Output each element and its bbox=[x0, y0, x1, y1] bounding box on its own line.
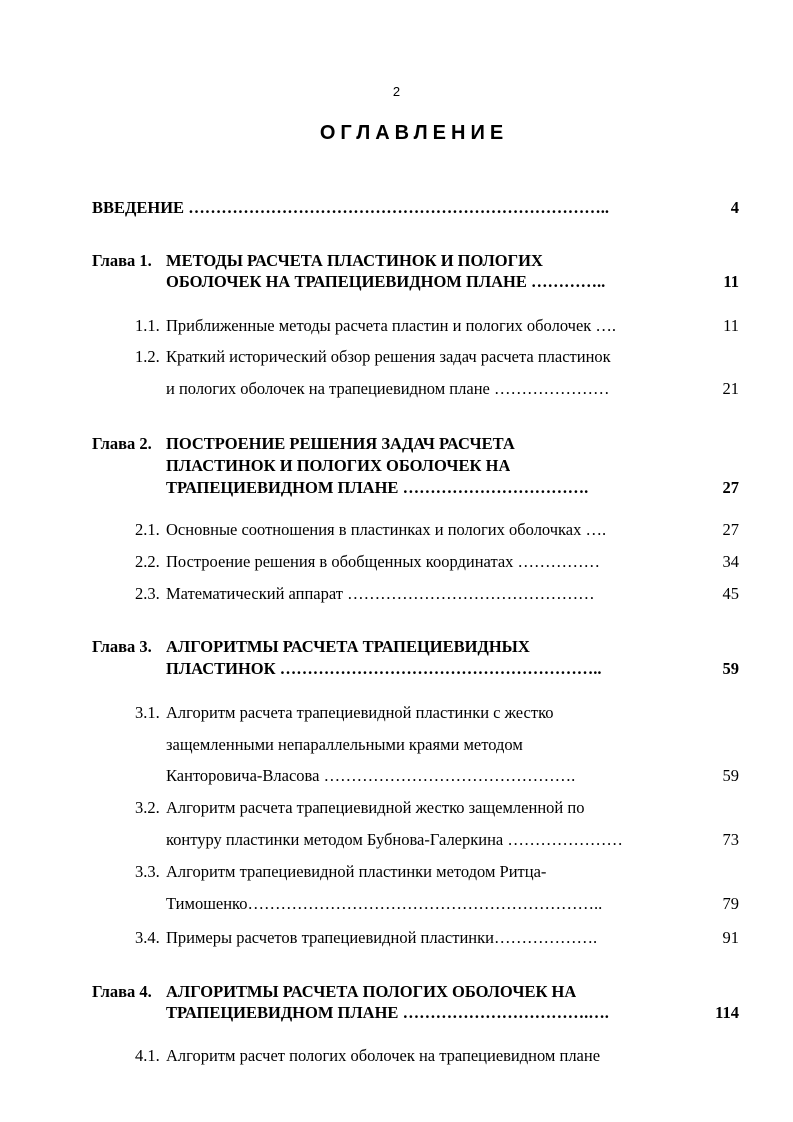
toc-page-number: 59 bbox=[722, 766, 739, 785]
toc-page-number: 27 bbox=[722, 478, 739, 497]
chapter-title-line: АЛГОРИТМЫ РАСЧЕТА ПОЛОГИХ ОБОЛОЧЕК НА bbox=[166, 982, 577, 1001]
chapter-title-line: АЛГОРИТМЫ РАСЧЕТА ТРАПЕЦИЕВИДНЫХ bbox=[166, 637, 530, 656]
toc-page-number: 91 bbox=[722, 928, 739, 947]
section-title-line: Алгоритм расчета трапециевидной пластинки с жестко bbox=[166, 703, 554, 722]
section-number: 3.2. bbox=[135, 798, 160, 817]
toc-leader-dots: ………………………………………………………………….. bbox=[188, 198, 609, 217]
toc-page-number: 34 bbox=[722, 552, 739, 571]
page-number: 2 bbox=[392, 84, 401, 99]
chapter-title-line: ТРАПЕЦИЕВИДНОМ ПЛАНЕ ……………………………. bbox=[166, 478, 589, 497]
section-title-line: Построение решения в обобщенных координатах …………… bbox=[166, 552, 601, 571]
section-title-line: Математический аппарат ……………………………………… bbox=[166, 584, 595, 603]
section-number: 4.1. bbox=[135, 1046, 160, 1065]
section-title-line: защемленными непараллельными краями методом bbox=[166, 735, 523, 754]
toc-page-number: 45 bbox=[722, 584, 739, 603]
toc-leader-dots: …………………………….…. bbox=[402, 1003, 609, 1022]
chapter-title-line: ТРАПЕЦИЕВИДНОМ ПЛАНЕ …………………………….…. bbox=[166, 1003, 609, 1022]
section-number: 2.2. bbox=[135, 552, 160, 571]
section-title-line: Канторовича-Власова ………………………………………. bbox=[166, 766, 576, 785]
chapter-title-line: ПОСТРОЕНИЕ РЕШЕНИЯ ЗАДАЧ РАСЧЕТА bbox=[166, 434, 515, 453]
toc-leader-dots: ………………………………………………….. bbox=[279, 659, 602, 678]
section-title-line: Алгоритм расчета трапециевидной жестко защемленной по bbox=[166, 798, 585, 817]
page-title: ОГЛАВЛЕНИЕ bbox=[319, 122, 509, 144]
toc-page-number: 21 bbox=[722, 379, 739, 398]
toc-leader-dots: ………….. bbox=[531, 272, 606, 291]
chapter-title-line: ОБОЛОЧЕК НА ТРАПЕЦИЕВИДНОМ ПЛАНЕ ………….. bbox=[166, 272, 606, 291]
chapter-title-line: МЕТОДЫ РАСЧЕТА ПЛАСТИНОК И ПОЛОГИХ bbox=[166, 251, 543, 270]
section-number: 2.3. bbox=[135, 584, 160, 603]
section-title-line: Алгоритм расчет пологих оболочек на трапециевидном плане bbox=[166, 1046, 601, 1065]
section-number: 3.3. bbox=[135, 862, 160, 881]
toc-intro-line bbox=[92, 198, 692, 218]
section-title-line: контуру пластинки методом Бубнова-Галеркина ………………… bbox=[166, 830, 623, 849]
toc-intro-text: ВВЕДЕНИЕ bbox=[92, 198, 185, 217]
toc-page-number: 59 bbox=[722, 659, 739, 678]
chapter-title-line: ПЛАСТИНОК ………………………………………………….. bbox=[166, 659, 602, 678]
section-title-line: и пологих оболочек на трапециевидном плане ………………… bbox=[166, 379, 610, 398]
section-number: 3.4. bbox=[135, 928, 160, 947]
toc-page-number: 79 bbox=[722, 894, 739, 913]
section-title-line: Краткий исторический обзор решения задач расчета пластинок bbox=[166, 347, 611, 366]
chapter-title-line: ПЛАСТИНОК И ПОЛОГИХ ОБОЛОЧЕК НА bbox=[166, 456, 511, 475]
chapter-label: Глава 1. bbox=[92, 251, 152, 270]
chapter-label: Глава 2. bbox=[92, 434, 152, 453]
section-title-line: Тимошенко……………………………………………………….. bbox=[166, 894, 603, 913]
section-number: 1.1. bbox=[135, 316, 160, 335]
section-number: 3.1. bbox=[135, 703, 160, 722]
chapter-label: Глава 3. bbox=[92, 637, 152, 656]
chapter-label: Глава 4. bbox=[92, 982, 152, 1001]
toc-page-number: 4 bbox=[730, 198, 739, 217]
toc-leader-dots: ……………………………. bbox=[402, 478, 589, 497]
toc-page-number: 27 bbox=[722, 520, 739, 539]
section-title-line: Приближенные методы расчета пластин и пологих оболочек …. bbox=[166, 316, 617, 335]
section-title-line: Основные соотношения в пластинках и пологих оболочках …. bbox=[166, 520, 607, 539]
toc-page-number: 11 bbox=[723, 272, 739, 291]
section-number: 2.1. bbox=[135, 520, 160, 539]
toc-page-number: 11 bbox=[723, 316, 739, 335]
toc-page-number: 114 bbox=[715, 1003, 739, 1022]
toc-page-number: 73 bbox=[722, 830, 739, 849]
section-title-line: Алгоритм трапециевидной пластинки методом Ритца- bbox=[166, 862, 547, 881]
section-title-line: Примеры расчетов трапециевидной пластинки………………. bbox=[166, 928, 598, 947]
section-number: 1.2. bbox=[135, 347, 160, 366]
